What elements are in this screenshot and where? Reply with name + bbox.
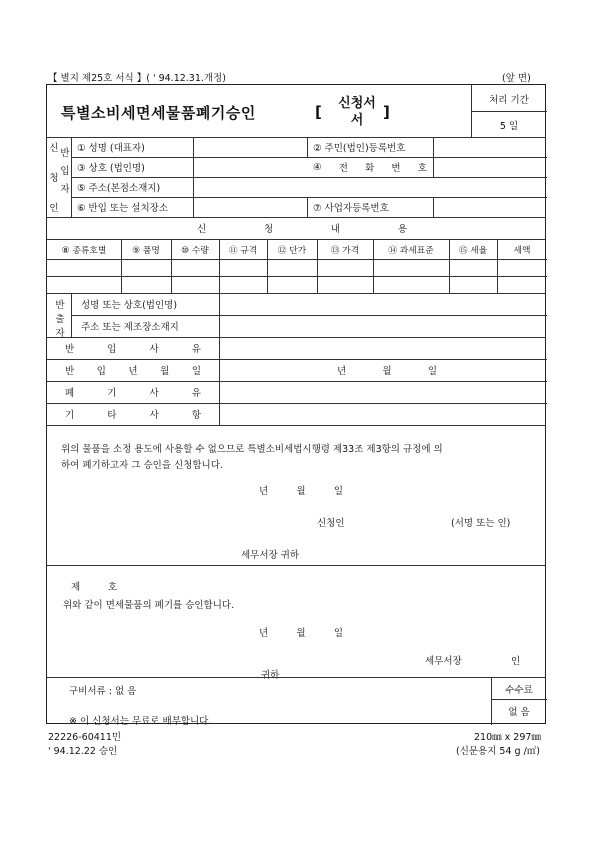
column-spec: ⑪ 규격: [228, 245, 258, 256]
fee-label: 수수료: [505, 685, 533, 696]
company-label: ③ 상호 (법인명): [77, 163, 145, 174]
form-title: 특별소비세면세물품폐기승인: [61, 103, 256, 122]
import-reason-field[interactable]: [220, 338, 546, 358]
approval-seal: 인: [511, 656, 521, 667]
application-date[interactable]: 년 월 일: [259, 486, 343, 497]
applicant-side-label: 신 청 인: [49, 143, 59, 214]
form-frame: [46, 84, 546, 727]
applicant-sub-label: 반 입 자: [60, 148, 70, 195]
approval-date: 년 월 일: [259, 628, 343, 639]
bracket-left: [: [315, 103, 323, 121]
column-tax-base: ⑭ 과세표준: [388, 245, 434, 256]
shipper-address-field[interactable]: [220, 316, 546, 336]
signature-or-seal[interactable]: (서명 또는 인): [451, 518, 511, 529]
column-tax-amount: 세액: [513, 245, 531, 256]
applicant-signature-label: 신청인: [317, 518, 345, 529]
import-date-label: 반 입 년 월 일: [65, 366, 201, 377]
name-field[interactable]: [194, 138, 306, 156]
request-row-2[interactable]: [48, 277, 546, 292]
request-header: 신 청 내 용: [197, 224, 407, 235]
form-number: 【 별지 제25호 서식 】( ' 94.12.31.개정): [48, 73, 226, 84]
bracket-right: ]: [383, 103, 391, 121]
shipper-name-label: 성명 또는 상호(법인명): [81, 300, 178, 311]
application-text-line1: 위의 물품을 소정 용도에 사용할 수 없으므로 특별소비세법시행령 제33조 제3항의 규정에 의: [61, 444, 443, 455]
column-tax-rate: ⑮ 세율: [458, 245, 488, 256]
resident-number-label: ② 주민(법인)등록번호: [313, 143, 406, 154]
shipper-address-label: 주소 또는 제조장소재지: [81, 322, 179, 333]
paper-type: (신문용지 54 g /㎡): [456, 746, 540, 757]
column-type-code: ⑧ 종류호별: [61, 245, 107, 256]
page-side-label: (앞 면): [502, 73, 531, 84]
request-row-1[interactable]: [48, 260, 546, 275]
business-number-label: ⑦ 사업자등록번호: [313, 203, 389, 214]
other-notes-field[interactable]: [220, 404, 546, 424]
column-price: ⑬ 가격: [330, 245, 360, 256]
approval-number: 제 호: [71, 582, 117, 593]
address-label: ⑤ 주소(본점소재지): [77, 183, 161, 194]
disposal-reason-field[interactable]: [220, 382, 546, 402]
import-date-value[interactable]: 년 월 일: [337, 366, 437, 377]
processing-period-label: 처리 기간: [489, 95, 529, 106]
column-quantity: ⑩ 수량: [181, 245, 209, 256]
approval-officer: 세무서장: [425, 656, 462, 667]
resident-number-field[interactable]: [434, 138, 546, 156]
phone-label: ④ 전 화 번 호: [313, 161, 427, 174]
disposal-reason-label: 폐 기 사 유: [65, 388, 201, 399]
fee-value: 없 음: [508, 707, 530, 718]
required-documents: 구비서류 : 없 음: [69, 686, 137, 697]
column-unit-price: ⑫ 단가: [277, 245, 307, 256]
processing-period-value: 5 일: [499, 121, 519, 132]
other-notes-label: 기 타 사 항: [65, 410, 201, 421]
phone-field[interactable]: [434, 158, 546, 176]
application-addressee: 세무서장 귀하: [241, 550, 300, 561]
column-item-name: ⑨ 품명: [132, 245, 160, 256]
doc-type: [330, 95, 384, 129]
form-code: 22226-60411민: [48, 732, 122, 743]
doc-type-line1: 신청서: [338, 96, 376, 111]
approval-text: 위와 같이 면세물품의 폐기를 승인합니다.: [63, 600, 235, 611]
shipper-side-label: 반 출 자: [55, 300, 65, 339]
name-label: ① 성명 (대표자): [77, 143, 145, 154]
approval-date-note: ' 94.12.22 승인: [48, 746, 118, 757]
doc-type-line2: 서: [350, 113, 364, 128]
shipper-name-field[interactable]: [220, 294, 546, 314]
address-field[interactable]: [194, 178, 546, 196]
free-distribution-note: ※ 이 신청서는 무료로 배부합니다.: [69, 716, 212, 727]
company-field[interactable]: [194, 158, 306, 176]
location-field[interactable]: [194, 198, 306, 216]
import-reason-label: 반 입 사 유: [65, 344, 201, 355]
business-number-field[interactable]: [434, 198, 546, 216]
application-text-line2: 하여 폐기하고자 그 승인을 신청합니다.: [61, 460, 223, 471]
paper-size: 210㎜ x 297㎜: [474, 732, 541, 743]
location-label: ⑥ 반입 또는 설치장소: [77, 203, 168, 214]
approval-addressee: 귀하: [261, 670, 280, 681]
